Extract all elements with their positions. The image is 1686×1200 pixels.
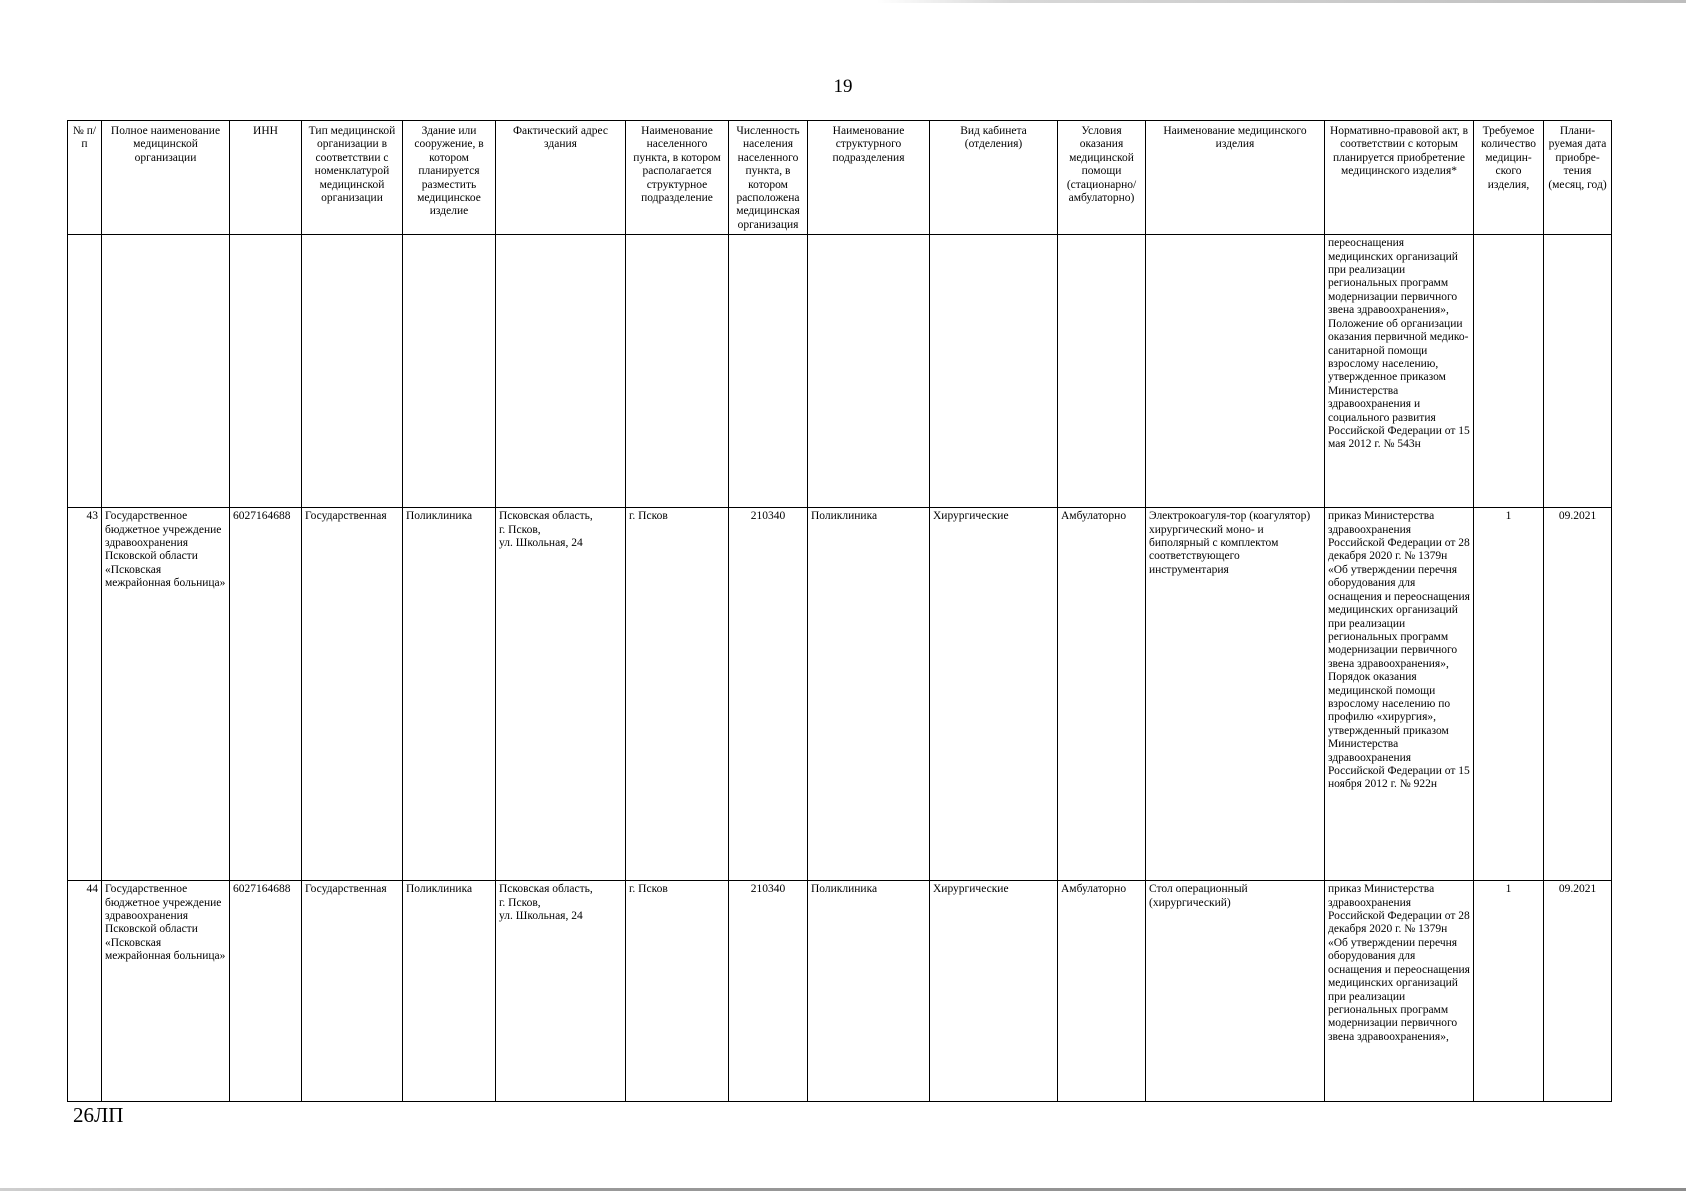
table-row <box>68 881 1612 1102</box>
header-cell-organization: Полное наименование медицинской организации <box>102 121 230 235</box>
cell-address <box>496 881 626 1102</box>
header-cell-quantity: Требуемое количество медицин-ского изделия, <box>1474 121 1544 235</box>
cell-date: 09.2021 <box>1544 881 1612 1102</box>
cell-empty <box>1474 235 1544 508</box>
address-line: Псковская область, <box>499 510 593 523</box>
cell-empty <box>230 235 302 508</box>
address-line: г. Псков, <box>499 896 541 909</box>
equipment-register-table <box>67 120 1612 1102</box>
cell-population: 210340 <box>729 508 808 881</box>
cell-empty <box>729 235 808 508</box>
cell-org-type: Государственная <box>302 881 403 1102</box>
header-cell-org-type: Тип медицинской организации в соответствии с номенклатурой медицинской организации <box>302 121 403 235</box>
cell-empty <box>1544 235 1612 508</box>
scan-top-edge <box>0 0 1686 3</box>
cell-org-type: Государственная <box>302 508 403 881</box>
cell-empty <box>808 235 930 508</box>
cell-empty <box>626 235 729 508</box>
cell-address <box>496 508 626 881</box>
cell-inn: 6027164688 <box>230 881 302 1102</box>
header-cell-building: Здание или сооружение, в котором планируется разместить медицинское изделие <box>403 121 496 235</box>
cell-conditions: Амбулаторно <box>1058 508 1146 881</box>
table-row-continuation <box>68 235 1612 508</box>
cell-cabinet: Хирургические <box>930 508 1058 881</box>
header-cell-address: Фактический адрес здания <box>496 121 626 235</box>
header-cell-legal-act: Нормативно-правовой акт, в соответствии с которым планируется приобретение медицинского изделия* <box>1325 121 1474 235</box>
cell-number: 43 <box>68 508 102 881</box>
header-cell-conditions: Условия оказания медицинской помощи (стационарно/ амбулаторно) <box>1058 121 1146 235</box>
cell-subdivision: Поликлиника <box>808 881 930 1102</box>
header-row <box>68 121 1612 235</box>
cell-empty <box>68 235 102 508</box>
cell-organization: Государственное бюджетное учреждение здравоохранения Псковской области «Псковская межрайонная больница» <box>102 508 230 881</box>
cell-empty <box>930 235 1058 508</box>
address-line: Псковская область, <box>499 883 593 896</box>
header-cell-settlement: Наименование населенного пункта, в котором располагается структурное подразделение <box>626 121 729 235</box>
table-row <box>68 508 1612 881</box>
cell-empty <box>102 235 230 508</box>
cell-legal-act: приказ Министерства здравоохранения Российской Федерации от 28 декабря 2020 г. № 1379н «Об утверждении перечня оборудования для оснащения и переоснащения медицинских организаций при реализации региональных программ модернизации первичного звена здравоохранения», Порядок оказания медицинской помощи взрослому населению по профилю «хирургия», утвержденный приказом Министерства здравоохранения Российской Федерации от 15 ноября 2012 г. № 922н <box>1325 508 1474 881</box>
scan-bottom-edge <box>0 1188 1686 1191</box>
header-cell-subdivision: Наименование структурного подразделения <box>808 121 930 235</box>
cell-subdivision: Поликлиника <box>808 508 930 881</box>
cell-date: 09.2021 <box>1544 508 1612 881</box>
cell-organization: Государственное бюджетное учреждение здравоохранения Псковской области «Псковская межрайонная больница» <box>102 881 230 1102</box>
cell-legal-act: приказ Министерства здравоохранения Российской Федерации от 28 декабря 2020 г. № 1379н «Об утверждении перечня оборудования для оснащения и переоснащения медицинских организаций при реализации региональных программ модернизации первичного звена здравоохранения», <box>1325 881 1474 1102</box>
cell-quantity: 1 <box>1474 881 1544 1102</box>
header-cell-population: Численность населения населенного пункта, в котором расположена медицинская организация <box>729 121 808 235</box>
cell-device: Стол операционный (хирургический) <box>1146 881 1325 1102</box>
cell-empty <box>496 235 626 508</box>
cell-device: Электрокоагуля-тор (коагулятор) хирургический моно- и биполярный с комплектом соответствующего инструментария <box>1146 508 1325 881</box>
header-cell-cabinet: Вид кабинета (отделения) <box>930 121 1058 235</box>
address-line: г. Псков, <box>499 523 541 536</box>
document-code: 26ЛП <box>73 1103 124 1127</box>
cell-population: 210340 <box>729 881 808 1102</box>
page-number: 19 <box>833 76 853 97</box>
cell-empty <box>1146 235 1325 508</box>
cell-cabinet: Хирургические <box>930 881 1058 1102</box>
header-cell-inn: ИНН <box>230 121 302 235</box>
cell-building: Поликлиника <box>403 508 496 881</box>
address-line: ул. Школьная, 24 <box>499 537 583 550</box>
cell-conditions: Амбулаторно <box>1058 881 1146 1102</box>
cell-legal-act: переоснащения медицинских организаций при реализации региональных программ модернизации первичного звена здравоохранения», Положение об организации оказания первичной медико-санитарной помощи взрослому населению, утвержденное приказом Министерства здравоохранения и социального развития Российской Федерации от 15 мая 2012 г. № 543н <box>1325 235 1474 508</box>
address-line: ул. Школьная, 24 <box>499 910 583 923</box>
cell-number: 44 <box>68 881 102 1102</box>
cell-quantity: 1 <box>1474 508 1544 881</box>
cell-empty <box>1058 235 1146 508</box>
cell-empty <box>302 235 403 508</box>
cell-inn: 6027164688 <box>230 508 302 881</box>
cell-empty <box>403 235 496 508</box>
header-cell-device: Наименование медицинского изделия <box>1146 121 1325 235</box>
cell-settlement: г. Псков <box>626 508 729 881</box>
cell-building: Поликлиника <box>403 881 496 1102</box>
header-cell-number: № п/п <box>68 121 102 235</box>
header-cell-date: Плани-руемая дата приобре-тения (месяц, год) <box>1544 121 1612 235</box>
cell-settlement: г. Псков <box>626 881 729 1102</box>
